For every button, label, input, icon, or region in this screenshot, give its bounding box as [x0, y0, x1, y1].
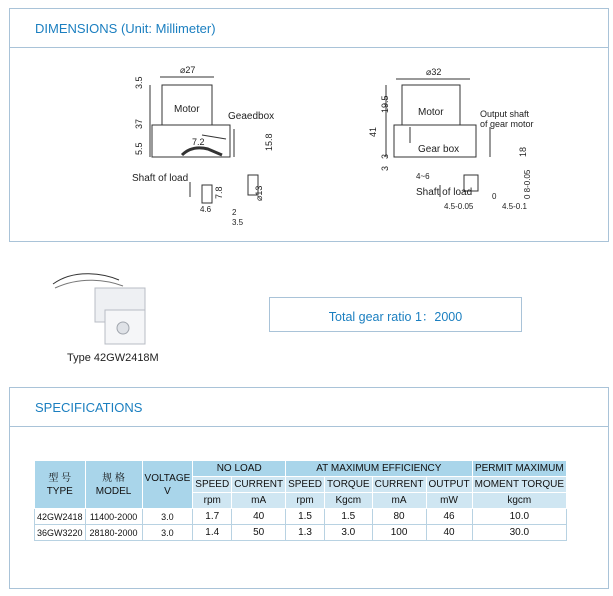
specifications-title: SPECIFICATIONS	[35, 400, 143, 415]
right-dimension-drawing	[360, 57, 565, 232]
col-voltage	[142, 461, 193, 509]
cell-me-current: 80	[372, 509, 426, 525]
unit-rpm-2: rpm	[286, 493, 325, 509]
right-gearbox-label: Gear box	[418, 144, 460, 155]
gear-ratio-box	[269, 297, 522, 332]
right-d-8-0-05: 0 8-0.05	[523, 169, 532, 199]
left-d-7-2: 7.2	[192, 137, 205, 147]
right-d-4-5a: 4.5-0.05	[444, 202, 474, 211]
cell-type: 36GW3220	[35, 525, 86, 541]
right-shaft-label: Shaft of load	[416, 187, 473, 198]
no-load-header: NO LOAD	[193, 461, 286, 477]
left-d-5-5: 5.5	[134, 142, 144, 155]
model-cn: 规 格	[102, 472, 125, 484]
me-current: CURRENT	[372, 477, 426, 493]
cell-nl-current: 40	[232, 509, 286, 525]
cell-me-torque: 1.5	[325, 509, 373, 525]
right-motor-label: Motor	[418, 107, 444, 118]
voltage-label: VOLTAGE	[144, 472, 191, 484]
table-row	[35, 509, 567, 525]
permit-header-2: MOMENT TORQUE	[472, 477, 566, 493]
right-dia-top: ⌀32	[426, 67, 442, 77]
right-d-4-6: 4~6	[416, 172, 430, 181]
unit-ma-1: mA	[232, 493, 286, 509]
left-d-4-6: 4.6	[200, 205, 212, 214]
cell-voltage: 3.0	[142, 525, 193, 541]
specifications-table	[34, 460, 567, 541]
right-d-4-5b: 4.5-0.1	[502, 202, 527, 211]
left-d-3-5-bot: 3.5	[232, 218, 244, 227]
cell-model: 28180-2000	[85, 525, 142, 541]
unit-permit: kgcm	[472, 493, 566, 509]
cell-me-speed: 1.3	[286, 525, 325, 541]
cell-nl-current: 50	[232, 525, 286, 541]
gear-ratio-text: Total gear ratio 1：2000	[328, 310, 463, 324]
cell-me-output: 46	[426, 509, 472, 525]
left-d-2: 2	[232, 208, 237, 217]
table-row	[35, 525, 567, 541]
cell-nl-speed: 1.4	[193, 525, 232, 541]
type-cn: 型 号	[48, 472, 72, 484]
motor-photo	[45, 266, 175, 346]
dimensions-title: DIMENSIONS (Unit: Millimeter)	[35, 21, 216, 36]
cell-model: 11400-2000	[85, 509, 142, 525]
right-output-label2: of gear motor	[480, 119, 534, 129]
left-dia-top: ⌀27	[180, 65, 196, 75]
unit-ma-2: mA	[372, 493, 426, 509]
col-model	[85, 461, 142, 509]
unit-mw: mW	[426, 493, 472, 509]
left-dimension-drawing	[130, 57, 290, 232]
left-gearbox-label: Geaedbox	[228, 111, 275, 122]
dimensions-header	[10, 9, 608, 48]
specifications-header	[10, 388, 608, 427]
voltage-unit: V	[164, 485, 171, 497]
unit-rpm-1: rpm	[193, 493, 232, 509]
cell-me-speed: 1.5	[286, 509, 325, 525]
cell-nl-speed: 1.7	[193, 509, 232, 525]
model-en: MODEL	[95, 485, 132, 497]
me-speed: SPEED	[286, 477, 325, 493]
cell-type: 42GW2418	[35, 509, 86, 525]
right-d-3a: 3	[380, 153, 390, 159]
right-d-0: 0	[492, 192, 497, 201]
left-d-7-8: 7.8	[214, 186, 224, 199]
cell-me-current: 100	[372, 525, 426, 541]
left-d-3-5-top: 3.5	[134, 76, 144, 89]
right-d-41: 41	[368, 126, 378, 137]
unit-kgcm: Kgcm	[325, 493, 373, 509]
me-torque: TORQUE	[325, 477, 373, 493]
right-d-3b: 3	[380, 165, 390, 171]
me-output: OUTPUT	[426, 477, 472, 493]
right-output-label: Output shaft	[480, 109, 530, 119]
cell-me-torque: 3.0	[325, 525, 373, 541]
left-d-37: 37	[134, 118, 144, 129]
col-type	[35, 461, 86, 509]
table-header-row-1	[35, 461, 567, 477]
left-motor-label: Motor	[174, 104, 200, 115]
right-d-19-5: 19.5	[380, 95, 390, 113]
cell-me-output: 40	[426, 525, 472, 541]
left-shaft-label: Shaft of load	[132, 173, 189, 184]
nl-speed: SPEED	[193, 477, 232, 493]
left-d-15-8: 15.8	[264, 133, 274, 151]
nl-current: CURRENT	[232, 477, 286, 493]
cell-permit: 10.0	[472, 509, 566, 525]
cell-voltage: 3.0	[142, 509, 193, 525]
dimensions-panel	[9, 8, 609, 242]
max-efficiency-header: AT MAXIMUM EFFICIENCY	[286, 461, 473, 477]
type-en: TYPE	[46, 485, 73, 497]
left-d-13: ⌀13	[254, 185, 264, 201]
product-caption: Type 42GW2418M	[67, 352, 159, 364]
cell-permit: 30.0	[472, 525, 566, 541]
permit-header-1: PERMIT MAXIMUM	[472, 461, 566, 477]
right-d-18: 18	[518, 146, 528, 157]
